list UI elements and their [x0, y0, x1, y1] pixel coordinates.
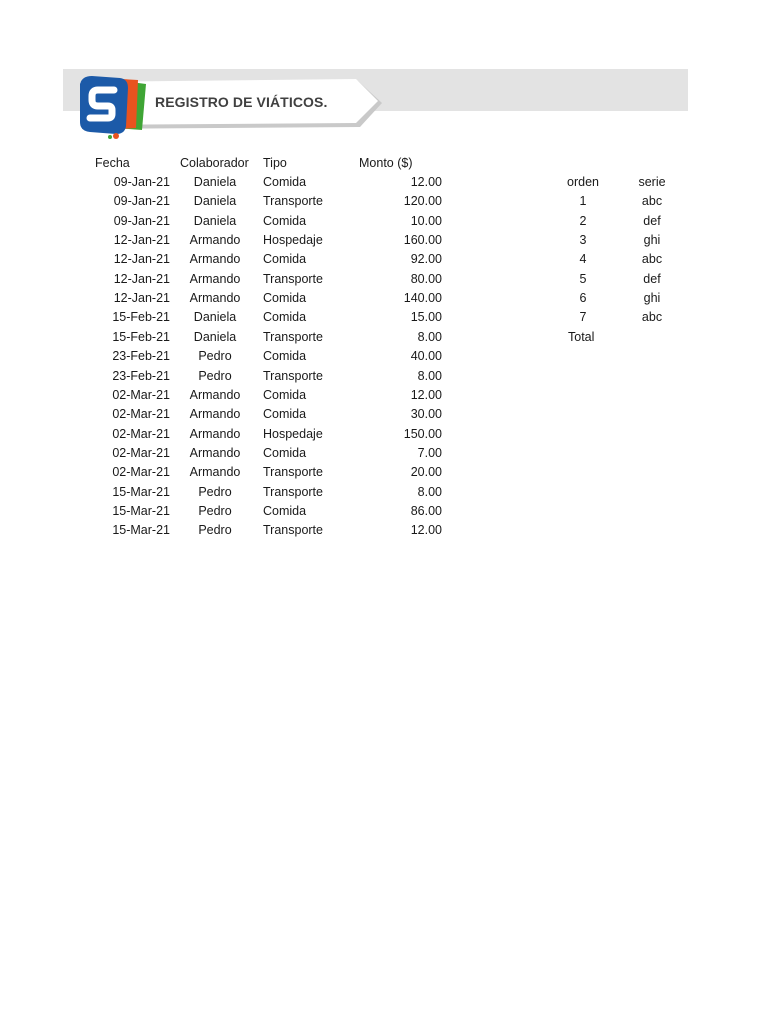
cell-tipo: Comida — [263, 213, 307, 228]
cell-tipo: Comida — [263, 175, 307, 189]
cell-fecha: 02-Mar-21 — [112, 407, 170, 422]
page-title: REGISTRO DE VIÁTICOS. — [155, 94, 328, 110]
total-label: Total — [568, 329, 595, 344]
cell-fecha: 15-Mar-21 — [112, 484, 170, 499]
cell-colaborador: Daniela — [193, 194, 237, 209]
cell-fecha: 15-Feb-21 — [112, 329, 170, 344]
cell-fecha: 12-Jan-21 — [113, 252, 170, 267]
cell-orden: 3 — [579, 233, 587, 248]
cell-colaborador: Armando — [189, 445, 241, 460]
cell-monto: 15.00 — [410, 310, 442, 325]
cell-orden: 1 — [579, 194, 587, 209]
cell-tipo: Hospedaje — [263, 426, 323, 441]
header-fecha: Fecha — [95, 156, 130, 170]
cell-monto: 160.00 — [403, 233, 442, 248]
cell-fecha: 09-Jan-21 — [113, 175, 170, 189]
header-tipo: Tipo — [263, 156, 287, 170]
cell-tipo: Comida — [263, 445, 307, 460]
cell-fecha: 15-Feb-21 — [112, 310, 170, 325]
cell-tipo: Transporte — [263, 368, 323, 383]
cell-tipo: Comida — [263, 407, 307, 422]
cell-serie: abc — [641, 252, 663, 267]
cell-colaborador: Armando — [189, 271, 241, 286]
cell-monto: 8.00 — [417, 329, 442, 344]
cell-tipo: Transporte — [263, 194, 323, 209]
cell-monto: 20.00 — [410, 465, 442, 480]
cell-monto: 12.00 — [410, 175, 442, 189]
cell-monto: 12.00 — [410, 387, 442, 402]
cell-monto: 86.00 — [410, 503, 442, 518]
cell-fecha: 02-Mar-21 — [112, 387, 170, 402]
cell-monto: 150.00 — [403, 426, 442, 441]
header-orden: orden — [567, 175, 599, 189]
cell-monto: 30.00 — [410, 407, 442, 422]
cell-serie: abc — [641, 310, 663, 325]
cell-tipo: Transporte — [263, 484, 323, 499]
cell-colaborador: Pedro — [198, 503, 232, 518]
cell-monto: 80.00 — [410, 271, 442, 286]
cell-monto: 7.00 — [417, 445, 442, 460]
cell-tipo: Comida — [263, 310, 307, 325]
cell-tipo: Hospedaje — [263, 233, 323, 248]
cell-tipo: Comida — [263, 252, 307, 267]
cell-colaborador: Pedro — [198, 368, 232, 383]
cell-colaborador: Armando — [189, 465, 241, 480]
cell-tipo: Comida — [263, 291, 307, 306]
cell-tipo: Comida — [263, 349, 307, 364]
cell-colaborador: Armando — [189, 407, 241, 422]
cell-fecha: 02-Mar-21 — [112, 445, 170, 460]
cell-tipo: Transporte — [263, 271, 323, 286]
cell-monto: 12.00 — [410, 523, 442, 538]
cell-colaborador: Pedro — [198, 484, 232, 499]
cell-colaborador: Armando — [189, 426, 241, 441]
cell-monto: 140.00 — [403, 291, 442, 306]
cell-serie: ghi — [643, 233, 661, 248]
cell-monto: 10.00 — [410, 213, 442, 228]
cell-fecha: 23-Feb-21 — [112, 349, 170, 364]
cell-fecha: 12-Jan-21 — [113, 291, 170, 306]
cell-monto: 8.00 — [417, 484, 442, 499]
cell-serie: abc — [641, 194, 663, 209]
cell-colaborador: Daniela — [193, 329, 237, 344]
cell-tipo: Transporte — [263, 329, 323, 344]
cell-colaborador: Pedro — [198, 523, 232, 538]
cell-fecha: 23-Feb-21 — [112, 368, 170, 383]
cell-fecha: 12-Jan-21 — [113, 271, 170, 286]
cell-colaborador: Armando — [189, 387, 241, 402]
cell-colaborador: Daniela — [193, 213, 237, 228]
cell-tipo: Transporte — [263, 465, 323, 480]
cell-fecha: 09-Jan-21 — [113, 213, 170, 228]
cell-fecha: 15-Mar-21 — [112, 503, 170, 518]
cell-monto: 120.00 — [403, 194, 442, 209]
header-serie: serie — [638, 175, 666, 189]
cell-colaborador: Armando — [189, 233, 241, 248]
cell-fecha: 02-Mar-21 — [112, 426, 170, 441]
cell-orden: 5 — [579, 271, 587, 286]
header-monto: Monto ($) — [359, 156, 413, 170]
s-logo-icon — [76, 74, 150, 140]
cell-colaborador: Pedro — [198, 349, 232, 364]
cell-orden: 7 — [579, 310, 587, 325]
cell-colaborador: Daniela — [193, 310, 237, 325]
cell-monto: 8.00 — [417, 368, 442, 383]
cell-fecha: 15-Mar-21 — [112, 523, 170, 538]
cell-tipo: Transporte — [263, 523, 323, 538]
cell-orden: 4 — [579, 252, 587, 267]
cell-colaborador: Armando — [189, 291, 241, 306]
cell-monto: 40.00 — [410, 349, 442, 364]
cell-monto: 92.00 — [410, 252, 442, 267]
cell-tipo: Comida — [263, 503, 307, 518]
cell-fecha: 02-Mar-21 — [112, 465, 170, 480]
cell-fecha: 09-Jan-21 — [113, 194, 170, 209]
cell-tipo: Comida — [263, 387, 307, 402]
cell-serie: def — [643, 213, 661, 228]
cell-colaborador: Daniela — [193, 175, 237, 189]
cell-serie: def — [643, 271, 661, 286]
cell-fecha: 12-Jan-21 — [113, 233, 170, 248]
cell-orden: 6 — [579, 291, 587, 306]
cell-colaborador: Armando — [189, 252, 241, 267]
cell-orden: 2 — [579, 213, 587, 228]
cell-serie: ghi — [643, 291, 661, 306]
header-colaborador: Colaborador — [180, 156, 249, 170]
